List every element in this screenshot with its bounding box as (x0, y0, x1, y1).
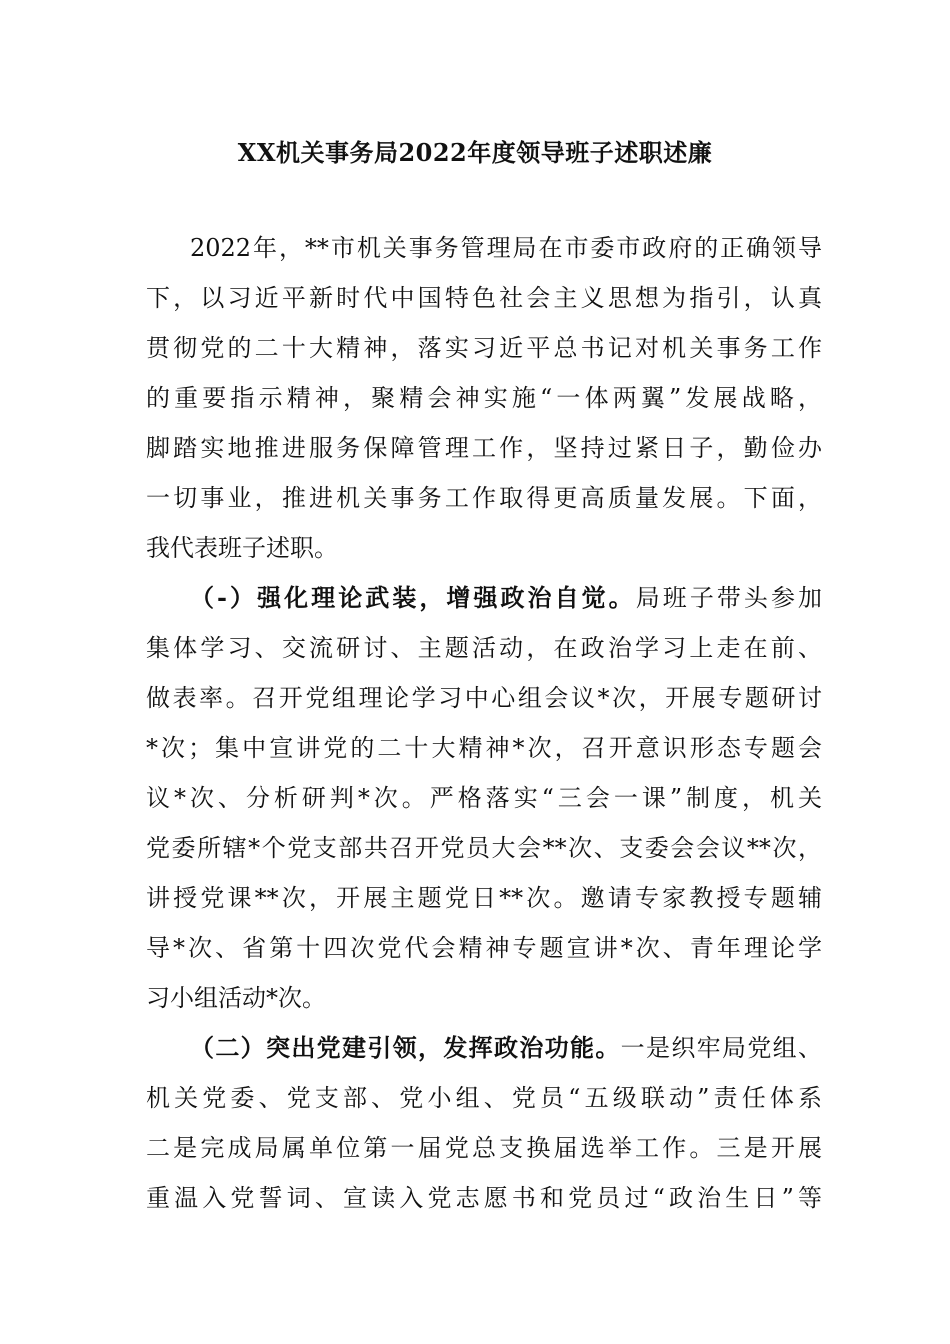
section-text: 一是织牢局党组、 (620, 1034, 823, 1062)
section-first-line (190, 1028, 822, 1068)
paragraph-line: 重温入党誓词、宣读入党志愿书和党员过“政治生日”等 (146, 1184, 822, 1212)
paragraph-line: 贯彻党的二十大精神，落实习近平总书记对机关事务工作 (146, 334, 822, 362)
section-heading: （-）强化理论武装，增强政治自觉。 (190, 583, 636, 612)
section-first-line (190, 578, 822, 618)
paragraph-line: 机关党委、党支部、党小组、党员“五级联动”责任体系 (146, 1084, 822, 1112)
section-text: 局班子带头参加 (635, 584, 823, 612)
paragraph-line: *次；集中宣讲党的二十大精神*次，召开意识形态专题会 (146, 734, 822, 762)
paragraph-line: 我代表班子述职。 (146, 534, 338, 562)
paragraph-line: 脚踏实地推进服务保障管理工作，坚持过紧日子，勤俭办 (146, 434, 822, 462)
paragraph-line: 习小组活动*次。 (146, 984, 326, 1012)
paragraph-line: 下，以习近平新时代中国特色社会主义思想为指引，认真 (146, 284, 822, 312)
paragraph-line: 议*次、分析研判*次。严格落实“三会一课”制度，机关 (146, 784, 822, 812)
paragraph-line: 党委所辖*个党支部共召开党员大会**次、支委会会议**次， (146, 834, 822, 862)
section-heading: （二）突出党建引领，发挥政治功能。 (190, 1033, 621, 1062)
paragraph-line: 做表率。召开党组理论学习中心组会议*次，开展专题研讨 (146, 684, 822, 712)
paragraph-line: 一切事业，推进机关事务工作取得更高质量发展。下面， (146, 484, 822, 512)
paragraph-line: 导*次、省第十四次党代会精神专题宣讲*次、青年理论学 (146, 934, 822, 962)
paragraph-line: 集体学习、交流研讨、主题活动，在政治学习上走在前、 (146, 634, 822, 662)
paragraph-line: 讲授党课**次，开展主题党日**次。邀请专家教授专题辅 (146, 884, 822, 912)
paragraph-line: 2022年，**市机关事务管理局在市委市政府的正确领导 (190, 234, 822, 262)
paragraph-line: 的重要指示精神，聚精会神实施“一体两翼”发展战略， (146, 384, 822, 412)
paragraph-line: 二是完成局属单位第一届党总支换届选举工作。三是开展 (146, 1134, 822, 1162)
document-title: XX机关事务局2022年度领导班子述职述廉 (237, 138, 713, 167)
